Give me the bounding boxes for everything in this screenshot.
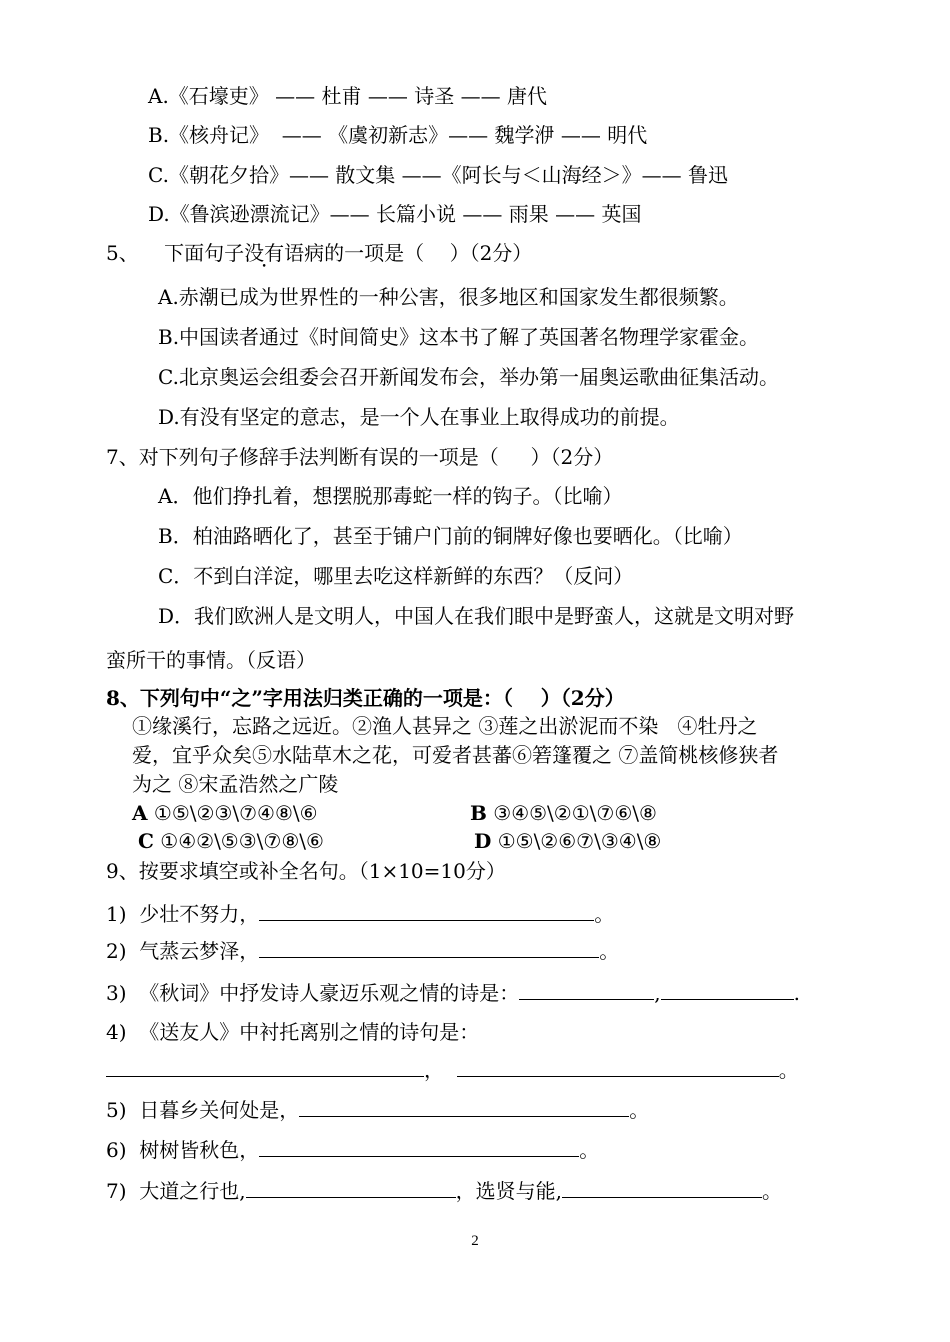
q5-stem-suffix: 语病的一项是（ ）（2分） xyxy=(284,241,533,265)
q5-stem-emphasis: 没有 xyxy=(244,241,285,265)
q9-item-1 xyxy=(106,902,614,926)
q9-item-4-answer-line xyxy=(106,1058,799,1082)
q9-item-6 xyxy=(106,1138,599,1162)
q7-option-c: C．不到白洋淀，哪里去吃这样新鲜的东西？（反问） xyxy=(158,564,634,588)
item-number: 2) xyxy=(106,939,127,963)
q8-choice-value: ③④⑤\②①\⑦⑥\⑧ xyxy=(493,801,657,825)
q5-option-d: D.有没有坚定的意志，是一个人在事业上取得成功的前提。 xyxy=(158,405,680,429)
q8-text-line-1: ①缘溪行，忘路之远近。②渔人甚异之 ③莲之出淤泥而不染 ④牡丹之 xyxy=(132,714,758,738)
item-end: 。 xyxy=(778,1058,799,1082)
q7-option-d: D．我们欧洲人是文明人，中国人在我们眼中是野蛮人，这就是文明对野 xyxy=(158,604,795,628)
answer-blank[interactable] xyxy=(259,939,599,958)
item-end: 。 xyxy=(761,1179,782,1203)
item-end: 。 xyxy=(594,902,615,926)
q8-choice-value: ①⑤\②⑥⑦\③④\⑧ xyxy=(497,829,662,853)
item-number: 1) xyxy=(106,902,127,926)
answer-blank[interactable] xyxy=(519,981,654,1000)
item-text: 日暮乡关何处是， xyxy=(139,1098,300,1122)
q8-choice-letter: A xyxy=(132,801,148,825)
item-separator: ， xyxy=(424,1058,444,1082)
item-number: 5) xyxy=(106,1098,127,1122)
q9-item-3 xyxy=(106,981,800,1005)
q5-option-b: B.中国读者通过《时间简史》这本书了解了英国著名物理学家霍金。 xyxy=(158,325,760,349)
q8-choice-a xyxy=(132,801,318,825)
q9-item-4 xyxy=(106,1020,479,1044)
q7-option-a: A．他们挣扎着，想摆脱那毒蛇一样的钩子。（比喻） xyxy=(158,484,623,508)
q8-choice-value: ①⑤\②③\⑦④⑧\⑥ xyxy=(153,801,318,825)
item-separator: , xyxy=(654,981,661,1005)
q4-option-c: C.《朝花夕拾》—— 散文集 ——《阿长与＜山海经＞》—— 鲁迅 xyxy=(148,163,729,187)
answer-blank[interactable] xyxy=(562,1179,762,1198)
answer-blank[interactable] xyxy=(259,1138,579,1157)
q8-choice-value: ①④②\⑤③\⑦⑧\⑥ xyxy=(160,829,324,853)
item-end: 。 xyxy=(599,939,620,963)
item-end: 。 xyxy=(579,1138,600,1162)
q8-choice-d xyxy=(474,829,661,853)
item-number: 6) xyxy=(106,1138,127,1162)
q9-item-5 xyxy=(106,1098,649,1122)
item-text: 少壮不努力， xyxy=(139,902,260,926)
answer-blank[interactable] xyxy=(259,902,594,921)
answer-blank[interactable] xyxy=(106,1058,424,1077)
q7-option-d-continued: 蛮所干的事情。（反语） xyxy=(106,648,316,672)
item-text: 《秋词》中抒发诗人豪迈乐观之情的诗是： xyxy=(139,981,520,1005)
q5-option-c: C.北京奥运会组委会召开新闻发布会，举办第一届奥运歌曲征集活动。 xyxy=(158,365,779,389)
answer-blank[interactable] xyxy=(246,1179,456,1198)
item-number: 3) xyxy=(106,981,127,1005)
item-end: . xyxy=(793,981,800,1005)
q5-option-a: A.赤潮已成为世界性的一种公害，很多地区和国家发生都很频繁。 xyxy=(158,285,739,309)
q5-stem xyxy=(106,241,532,265)
q4-option-b: B.《核舟记》 —— 《虞初新志》—— 魏学洢 —— 明代 xyxy=(148,123,648,147)
item-text: 《送友人》中衬托离别之情的诗句是： xyxy=(139,1020,480,1044)
item-number: 7) xyxy=(106,1179,127,1203)
page-number: 2 xyxy=(471,1233,479,1249)
q8-stem: 8、下列句中“之”字用法归类正确的一项是：（ ）（2分） xyxy=(106,686,625,710)
q8-choice-letter: D xyxy=(474,829,492,853)
q4-option-d: D.《鲁滨逊漂流记》—— 长篇小说 —— 雨果 —— 英国 xyxy=(148,202,642,226)
q5-stem-prefix: 5、 下面句子 xyxy=(106,241,245,265)
q9-stem: 9、按要求填空或补全名句。（1×10=10分） xyxy=(106,859,506,883)
item-text: 树树皆秋色， xyxy=(139,1138,260,1162)
answer-blank[interactable] xyxy=(661,981,794,1000)
q8-choice-letter: B xyxy=(470,801,487,825)
q8-choice-c xyxy=(138,829,324,853)
answer-blank[interactable] xyxy=(457,1058,779,1077)
item-middle-text: ，选贤与能, xyxy=(455,1179,562,1203)
item-text: 气蒸云梦泽， xyxy=(139,939,260,963)
item-text: 大道之行也, xyxy=(139,1179,246,1203)
q4-option-a: A.《石壕吏》 —— 杜甫 —— 诗圣 —— 唐代 xyxy=(148,84,547,108)
q8-choice-letter: C xyxy=(138,829,154,853)
item-end: 。 xyxy=(629,1098,650,1122)
answer-blank[interactable] xyxy=(299,1098,629,1117)
q7-option-b: B．柏油路晒化了，甚至于铺户门前的铜牌好像也要晒化。（比喻） xyxy=(158,524,743,548)
q8-text-line-2: 爱，宜乎众矣⑤水陆草木之花，可爱者甚蕃⑥箬篷覆之 ⑦盖简桃核修狭者 xyxy=(132,743,779,767)
q8-text-line-3: 为之 ⑧宋孟浩然之广陵 xyxy=(132,772,339,796)
q9-item-7 xyxy=(106,1179,782,1203)
q9-item-2 xyxy=(106,939,619,963)
q7-stem: 7、对下列句子修辞手法判断有误的一项是（ ）（2分） xyxy=(106,445,614,469)
item-number: 4) xyxy=(106,1020,127,1044)
q8-choice-b xyxy=(470,801,657,825)
